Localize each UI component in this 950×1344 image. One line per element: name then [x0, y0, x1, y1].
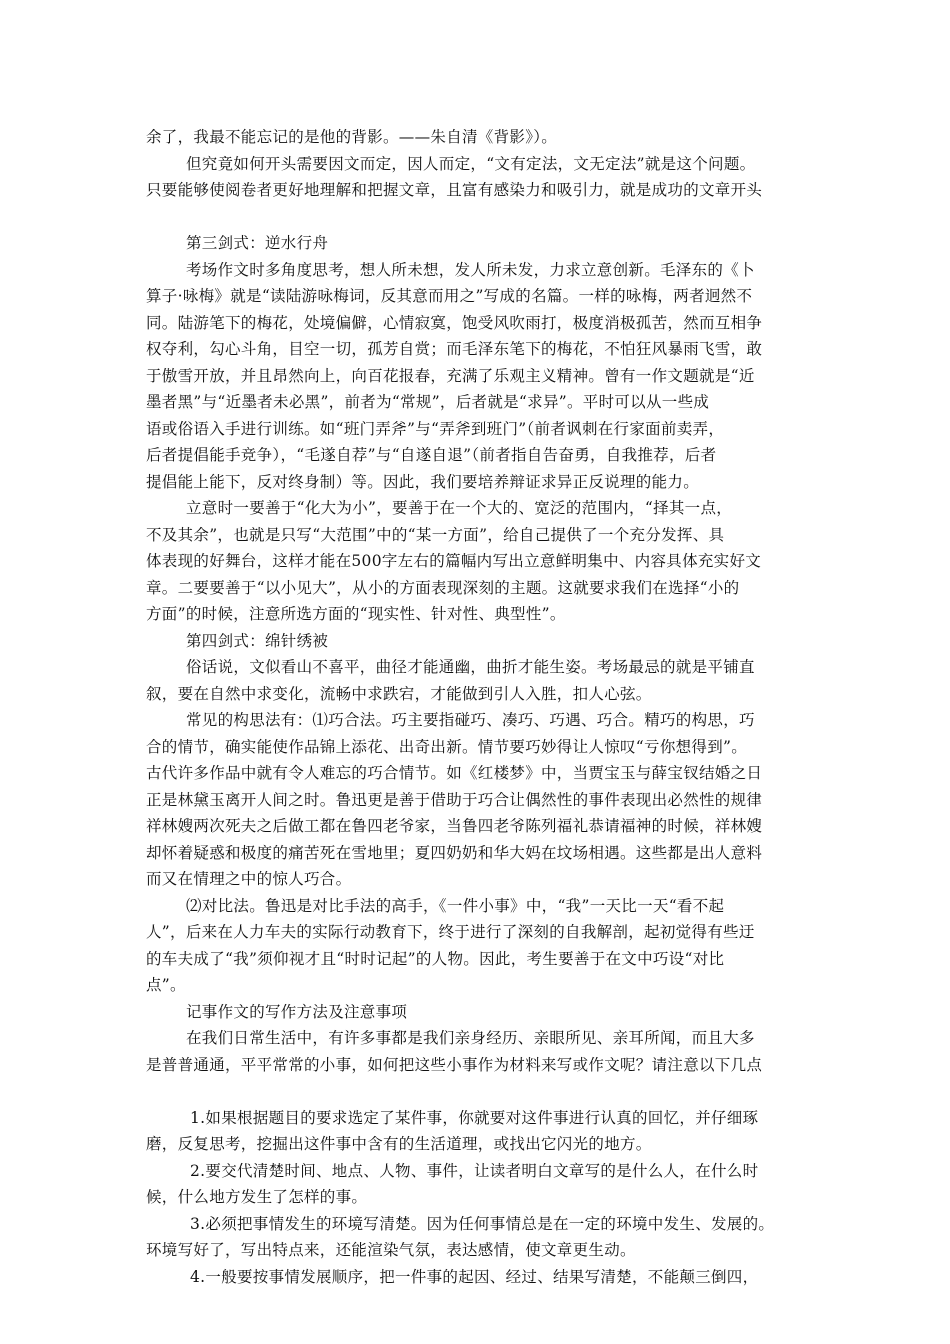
text-line: 但究竟如何开头需要因文而定，因人而定，“文有定法，文无定法”就是这个问题。 — [186, 154, 756, 173]
text-line: 后者提倡能手竞争），“毛遂自荐”与“自遂自退”（前者指自告奋勇，自我推荐，后者 — [146, 446, 717, 464]
text-line: 环境写好了，写出特点来，还能渲染气氛，表达感情，使文章更生动。 — [146, 1241, 636, 1259]
text-line: 却怀着疑惑和极度的痛苦死在雪地里；夏四奶奶和华大妈在坟场相遇。这些都是出人意料 — [146, 843, 763, 862]
text-line: 考场作文时多角度思考，想人所未想，发人所未发，力求立意创新。毛泽东的《卜 — [186, 260, 755, 279]
text-line: 权夺利，勾心斗角，目空一切，孤芳自赏；而毛泽东笔下的梅花，不怕狂风暴雨飞雪，敢 — [146, 340, 763, 358]
text-line: 墨者黑”与“近墨者未必黑”，前者为“常规”，后者就是“求异”。平时可以从一些成 — [146, 393, 710, 411]
text-line: 提倡能上能下，反对终身制）等。因此，我们要培养辩证求异正反说理的能力。 — [146, 472, 700, 491]
text-line: 祥林嫂两次死夫之后做工都在鲁四老爷家，当鲁四老爷陈列福礼恭请福神的时候，祥林嫂 — [146, 817, 763, 835]
text-line: 古代许多作品中就有令人难忘的巧合情节。如《红楼梦》中，当贾宝玉与薛宝钗结婚之日 — [146, 764, 763, 782]
text-line: 而又在情理之中的惊人巧合。 — [146, 870, 352, 888]
text-line: 记事作文的写作方法及注意事项 — [186, 1002, 408, 1021]
text-line: 1.如果根据题目的要求选定了某件事，你就要对这件事进行认真的回忆，并仔细琢 — [190, 1108, 759, 1127]
text-line: 于傲雪开放，并且昂然向上，向百花报春，充满了乐观主义精神。曾有一作文题就是“近 — [146, 366, 755, 385]
blank-line — [146, 204, 816, 231]
text-line: 人”，后来在人力车夫的实际行动教育下，终于进行了深刻的自我解剖，起初觉得有些迂 — [146, 923, 755, 941]
text-line: 算子·咏梅》就是“读陆游咏梅词，反其意而用之”写成的名篇。一样的咏梅，两者迥然不 — [146, 287, 753, 305]
text-line: ⑵对比法。鲁迅是对比手法的高手，《一件小事》中，“我”一天比一天“看不起 — [186, 896, 725, 915]
text-line: 只要能够使阅卷者更好地理解和把握文章，且富有感染力和吸引力，就是成功的文章开头 — [146, 181, 763, 199]
text-line: 余了，我最不能忘记的是他的背影。——朱自清《背影》）。 — [146, 128, 558, 146]
text-line: 常见的构思法有：⑴巧合法。巧主要指碰巧、凑巧、巧遇、巧合。精巧的构思，巧 — [186, 711, 755, 729]
text-line: 叙，要在自然中求变化，流畅中求跌宕，才能做到引人入胜，扣人心弦。 — [146, 684, 652, 703]
text-line: 4.一般要按事情发展顺序，把一件事的起因、经过、结果写清楚，不能颠三倒四， — [190, 1267, 759, 1286]
text-line: 不及其余”，也就是只写“大范围”中的“某一方面”，给自己提供了一个充分发挥、具 — [146, 525, 725, 544]
text-line: 第四剑式：绵针绣被 — [186, 631, 329, 650]
text-line: 点”。 — [146, 976, 186, 994]
text-line: 第三剑式：逆水行舟 — [186, 234, 329, 252]
text-line: 立意时一要善于“化大为小”，要善于在一个大的、宽泛的范围内，“择其一点， — [186, 499, 733, 517]
text-line: 在我们日常生活中，有许多事都是我们亲身经历、亲眼所见、亲耳所闻，而且大多 — [186, 1029, 755, 1047]
text-line: 候，什么地方发生了怎样的事。 — [146, 1188, 368, 1206]
text-line: 体表现的好舞台，这样才能在500字左右的篇幅内写出立意鲜明集中、内容具体充实好文 — [146, 552, 762, 570]
text-line: 的车夫成了“我”须仰视才且“时时记起”的人物。因此，考生要善于在文中巧设“对比 — [146, 949, 725, 968]
document-body — [146, 124, 816, 1290]
text-line: 俗话说，文似看山不喜平，曲径才能通幽，曲折才能生姿。考场最忌的就是平铺直 — [186, 658, 755, 676]
blank-line — [146, 1078, 816, 1105]
text-line: 同。陆游笔下的梅花，处境偏僻，心情寂寞，饱受风吹雨打，极度消极孤苦，然而互相争 — [146, 313, 763, 332]
text-line: 语或俗语入手进行训练。如“班门弄斧”与“弄斧到班门”（前者讽刺在行家面前卖弄， — [146, 419, 725, 438]
text-line: 章。二要要善于“以小见大”，从小的方面表现深刻的主题。这就要求我们在选择“小的 — [146, 578, 740, 597]
text-line: 正是林黛玉离开人间之时。鲁迅更是善于借助于巧合让偶然性的事件表现出必然性的规律 — [146, 790, 763, 809]
text-line: 是普普通通，平平常常的小事，如何把这些小事作为材料来写或作文呢？请注意以下几点 — [146, 1055, 763, 1074]
text-line: 3.必须把事情发生的环境写清楚。因为任何事情总是在一定的环境中发生、发展的。 — [190, 1214, 775, 1233]
text-line: 2.要交代清楚时间、地点、人物、事件，让读者明白文章写的是什么人，在什么时 — [190, 1161, 759, 1180]
text-line: 方面”的时候，注意所选方面的“现实性、针对性、典型性”。 — [146, 605, 566, 623]
text-line: 磨，反复思考，挖掘出这件事中含有的生活道理，或找出它闪光的地方。 — [146, 1135, 652, 1153]
text-line: 合的情节，确实能使作品锦上添花、出奇出新。情节要巧妙得让人惊叹“亏你想得到”。 — [146, 737, 748, 756]
